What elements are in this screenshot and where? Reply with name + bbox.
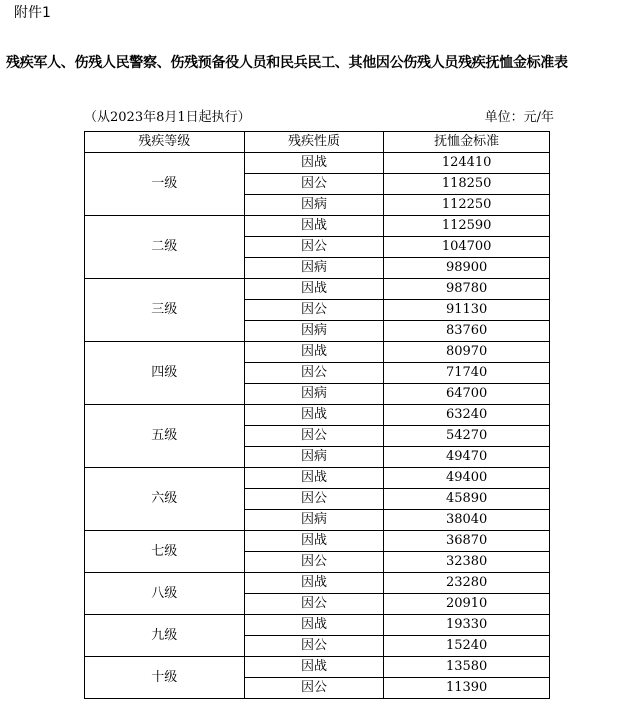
grade-cell: 五级 bbox=[85, 405, 245, 468]
nature-cell: 因公 bbox=[244, 678, 384, 699]
table-row bbox=[85, 216, 550, 237]
nature-cell: 因公 bbox=[244, 363, 384, 384]
nature-cell: 因病 bbox=[244, 510, 384, 531]
amount-cell: 38040 bbox=[384, 510, 550, 531]
amount-cell: 91130 bbox=[384, 300, 550, 321]
amount-cell: 23280 bbox=[384, 573, 550, 594]
table-row bbox=[85, 405, 550, 426]
table-row bbox=[85, 279, 550, 300]
amount-cell: 36870 bbox=[384, 531, 550, 552]
table-row bbox=[85, 342, 550, 363]
amount-cell: 80970 bbox=[384, 342, 550, 363]
nature-cell: 因战 bbox=[244, 216, 384, 237]
nature-cell: 因公 bbox=[244, 237, 384, 258]
nature-cell: 因公 bbox=[244, 552, 384, 573]
table-header-row bbox=[85, 132, 550, 153]
amount-cell: 64700 bbox=[384, 384, 550, 405]
nature-cell: 因公 bbox=[244, 489, 384, 510]
grade-cell: 四级 bbox=[85, 342, 245, 405]
nature-cell: 因战 bbox=[244, 531, 384, 552]
grade-cell: 一级 bbox=[85, 153, 245, 216]
nature-cell: 因病 bbox=[244, 384, 384, 405]
nature-cell: 因战 bbox=[244, 153, 384, 174]
amount-cell: 13580 bbox=[384, 657, 550, 678]
pension-standard-table bbox=[84, 131, 550, 699]
nature-cell: 因公 bbox=[244, 426, 384, 447]
amount-cell: 49470 bbox=[384, 447, 550, 468]
amount-cell: 45890 bbox=[384, 489, 550, 510]
table-row bbox=[85, 573, 550, 594]
amount-cell: 118250 bbox=[384, 174, 550, 195]
nature-cell: 因公 bbox=[244, 594, 384, 615]
header-grade: 残疾等级 bbox=[85, 132, 245, 153]
grade-cell: 七级 bbox=[85, 531, 245, 573]
table-body bbox=[85, 153, 550, 699]
attachment-label: 附件1 bbox=[14, 5, 51, 21]
grade-cell: 三级 bbox=[85, 279, 245, 342]
header-amount: 抚恤金标准 bbox=[384, 132, 550, 153]
nature-cell: 因病 bbox=[244, 195, 384, 216]
table-row bbox=[85, 531, 550, 552]
nature-cell: 因公 bbox=[244, 300, 384, 321]
nature-cell: 因病 bbox=[244, 321, 384, 342]
nature-cell: 因病 bbox=[244, 258, 384, 279]
amount-cell: 83760 bbox=[384, 321, 550, 342]
header-nature: 残疾性质 bbox=[244, 132, 384, 153]
unit-note: 单位：元/年 bbox=[484, 110, 554, 125]
nature-cell: 因病 bbox=[244, 447, 384, 468]
grade-cell: 九级 bbox=[85, 615, 245, 657]
grade-cell: 二级 bbox=[85, 216, 245, 279]
grade-cell: 十级 bbox=[85, 657, 245, 699]
amount-cell: 54270 bbox=[384, 426, 550, 447]
amount-cell: 15240 bbox=[384, 636, 550, 657]
nature-cell: 因战 bbox=[244, 657, 384, 678]
amount-cell: 19330 bbox=[384, 615, 550, 636]
nature-cell: 因战 bbox=[244, 405, 384, 426]
amount-cell: 20910 bbox=[384, 594, 550, 615]
amount-cell: 112250 bbox=[384, 195, 550, 216]
amount-cell: 32380 bbox=[384, 552, 550, 573]
grade-cell: 六级 bbox=[85, 468, 245, 531]
amount-cell: 71740 bbox=[384, 363, 550, 384]
amount-cell: 98780 bbox=[384, 279, 550, 300]
nature-cell: 因战 bbox=[244, 468, 384, 489]
nature-cell: 因战 bbox=[244, 342, 384, 363]
nature-cell: 因公 bbox=[244, 636, 384, 657]
nature-cell: 因公 bbox=[244, 174, 384, 195]
page-title: 残疾军人、伤残人民警察、伤残预备役人员和民兵民工、其他因公伤残人员残疾抚恤金标准表 bbox=[6, 55, 568, 71]
amount-cell: 98900 bbox=[384, 258, 550, 279]
amount-cell: 11390 bbox=[384, 678, 550, 699]
amount-cell: 112590 bbox=[384, 216, 550, 237]
effective-date-note: （从2023年8月1日起执行） bbox=[84, 110, 251, 125]
table-row bbox=[85, 657, 550, 678]
amount-cell: 49400 bbox=[384, 468, 550, 489]
table-row bbox=[85, 615, 550, 636]
nature-cell: 因战 bbox=[244, 279, 384, 300]
table-row bbox=[85, 153, 550, 174]
amount-cell: 124410 bbox=[384, 153, 550, 174]
amount-cell: 104700 bbox=[384, 237, 550, 258]
nature-cell: 因战 bbox=[244, 615, 384, 636]
grade-cell: 八级 bbox=[85, 573, 245, 615]
table-row bbox=[85, 468, 550, 489]
nature-cell: 因战 bbox=[244, 573, 384, 594]
amount-cell: 63240 bbox=[384, 405, 550, 426]
